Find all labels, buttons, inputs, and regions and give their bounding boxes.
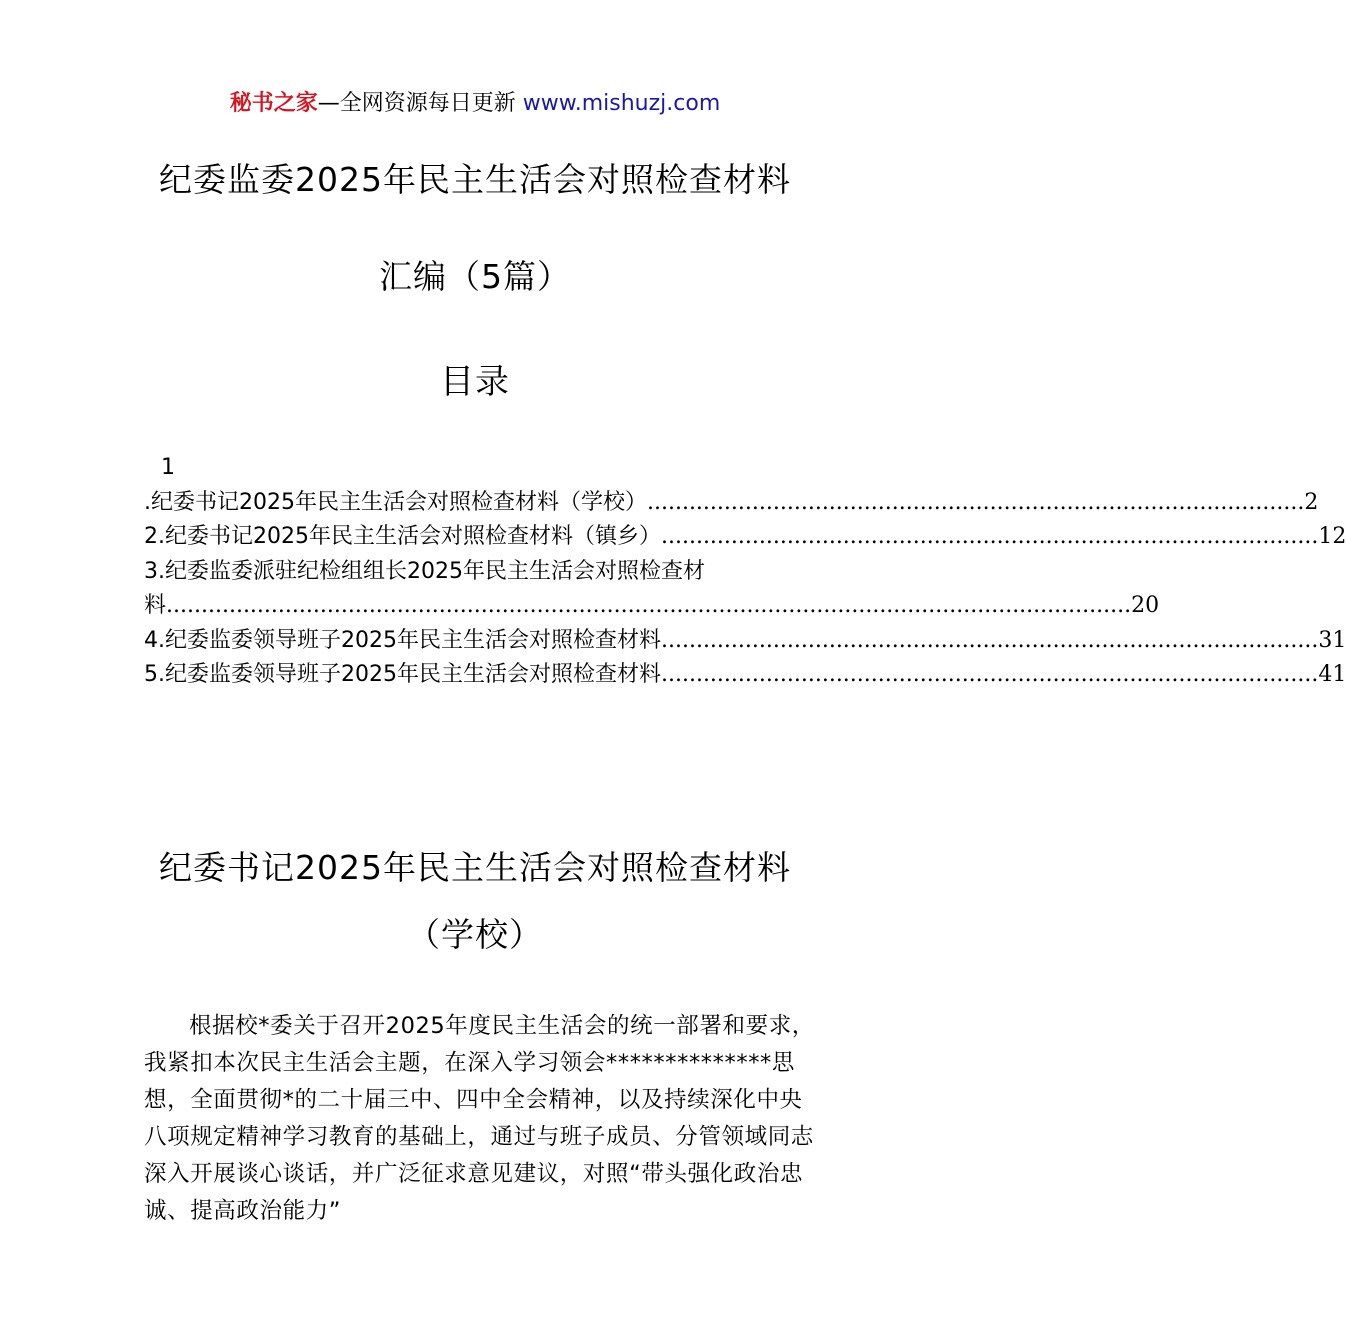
toc-heading: 目录 xyxy=(440,362,510,402)
banner-slogan: —全网资源每日更新 xyxy=(317,91,516,116)
body-paragraph: 根据校*委关于召开2025年度民主生活会的统一部署和要求，我紧扣本次民主生活会主题，在深入学习领会**************思想，全面贯彻*的二十届三中、四中全会精神，以及持续深化中央八项规定精神学习教育的基础上，通过与班子成员、分管领域同志深入开展谈心谈话，并广泛征求意见建议，对照“带头强化政治忠诚、提高政治能力” xyxy=(144,1013,815,1224)
toc-item-4[interactable] xyxy=(144,624,1346,659)
toc-item-page: 31 xyxy=(1318,627,1346,653)
toc-item-3[interactable] xyxy=(144,555,808,590)
toc-item-5[interactable] xyxy=(144,658,1346,693)
toc-item-page: 12 xyxy=(1318,524,1346,549)
section-title-line1: 纪委书记2025年民主生活会对照检查材料 xyxy=(159,848,791,887)
toc-item-page: 41 xyxy=(1318,662,1346,687)
toc-item-page: 2 xyxy=(1304,489,1319,515)
toc-item-3-continued[interactable] xyxy=(144,589,1160,624)
toc-item-title: 4.纪委监委领导班子2025年民主生活会对照检查材料 xyxy=(144,627,661,653)
toc-item-title: 5.纪委监委领导班子2025年民主生活会对照检查材料 xyxy=(144,662,661,687)
toc-item-title: 料 xyxy=(144,593,167,618)
toc-leader-dots: .......................................................................................................................................... xyxy=(166,593,1132,618)
site-url-link[interactable]: www.mishuzj.com xyxy=(522,91,721,116)
toc-item-page: 20 xyxy=(1131,593,1160,618)
toc-leader-dots: .............................................................................................. xyxy=(646,489,1305,515)
table-of-contents xyxy=(144,451,1346,693)
toc-item-1[interactable] xyxy=(144,486,1319,521)
toc-item-title: 3.纪委监委派驻纪检组组长2025年民主生活会对照检查材 xyxy=(144,558,705,584)
section-title-line2: （学校） xyxy=(407,915,543,954)
toc-item-2[interactable] xyxy=(144,520,1346,555)
toc-leader-dots: .............................................................................................. xyxy=(660,627,1319,653)
toc-item-title: 2.纪委书记2025年民主生活会对照检查材料（镇乡） xyxy=(144,524,661,549)
site-banner xyxy=(0,88,950,120)
document-title-line2: 汇编（5篇） xyxy=(379,257,571,296)
document-title-line1: 纪委监委2025年民主生活会对照检查材料 xyxy=(159,160,791,199)
toc-leader-dots: .............................................................................................. xyxy=(660,662,1319,687)
brand-name: 秘书之家 xyxy=(229,91,318,116)
toc-item-title: .纪委书记2025年民主生活会对照检查材料（学校） xyxy=(144,489,647,515)
toc-first-number: 1 xyxy=(161,455,175,480)
toc-leader-dots: .............................................................................................. xyxy=(660,524,1319,549)
